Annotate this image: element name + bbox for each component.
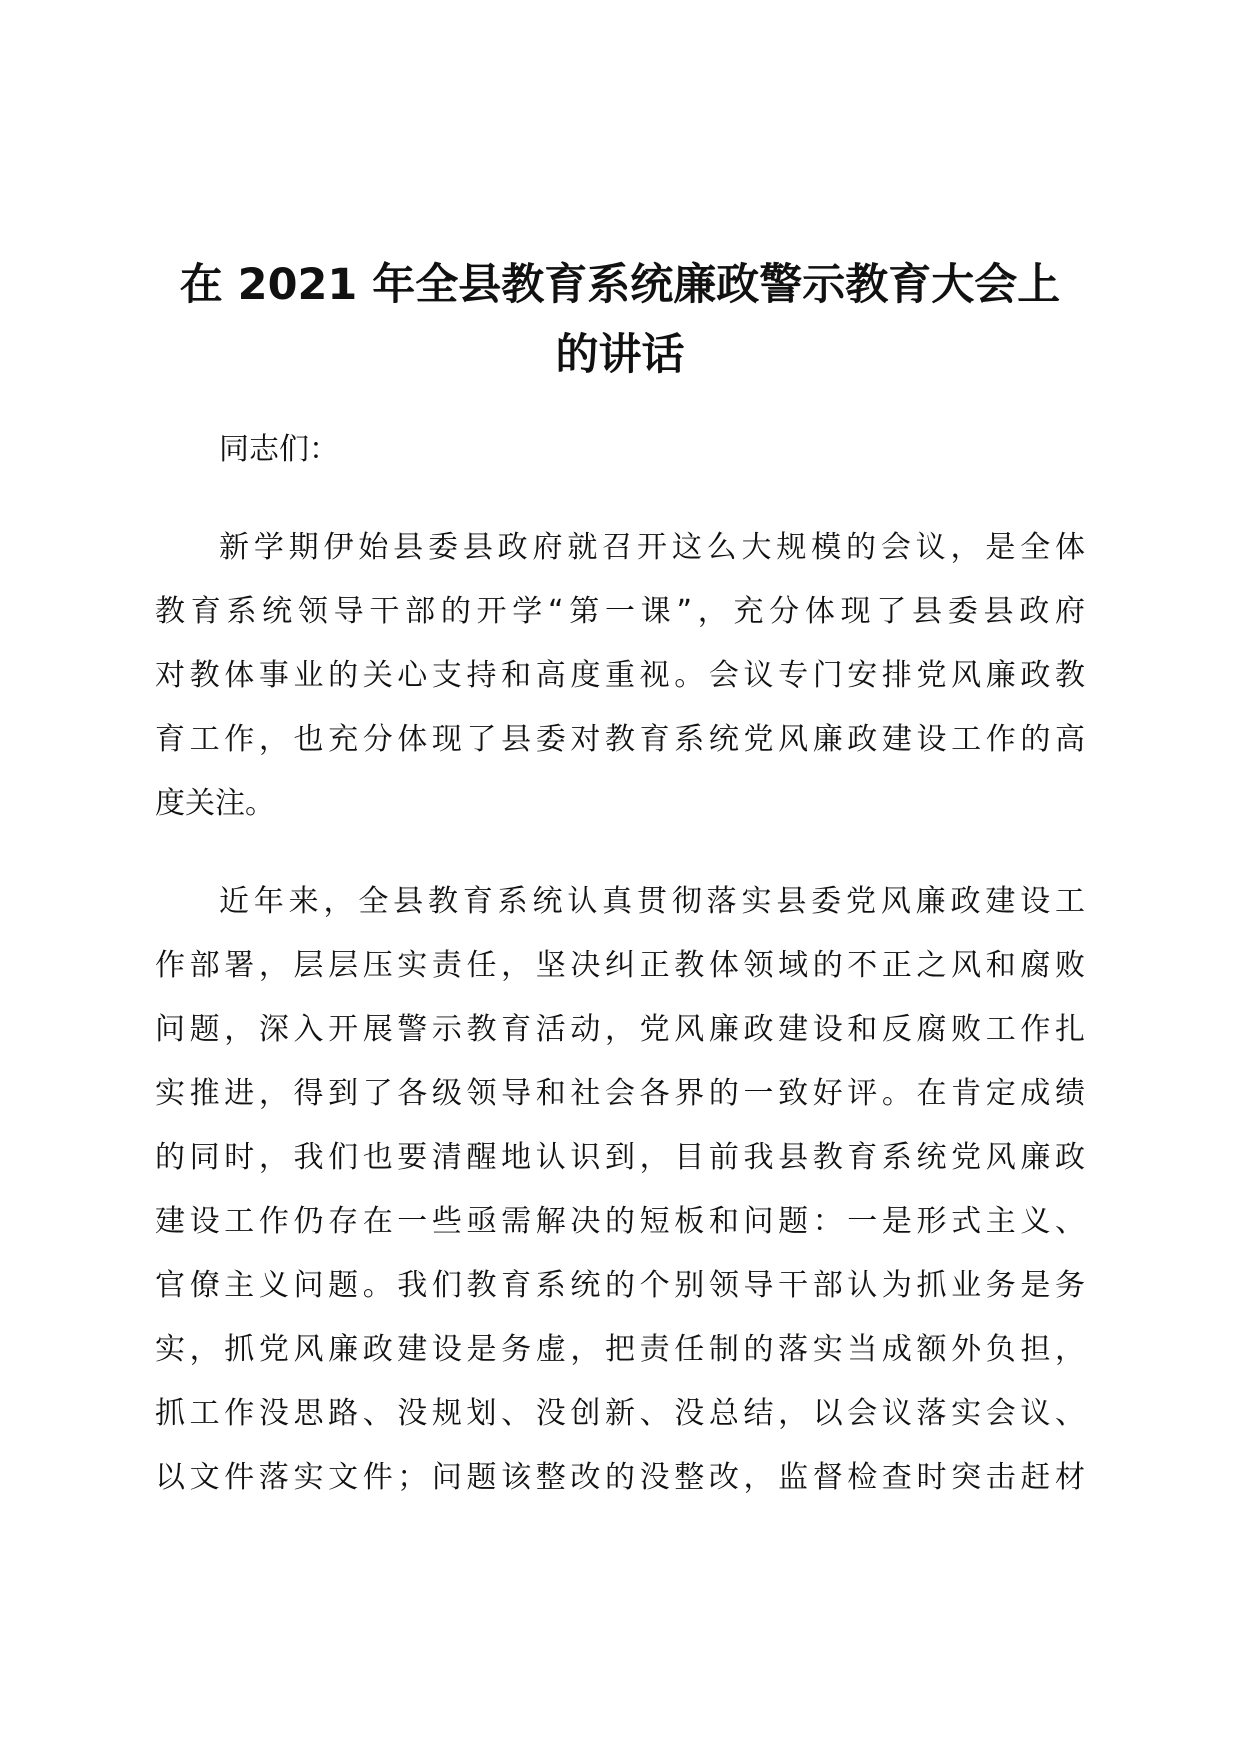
paragraph-spacer — [155, 482, 1085, 516]
paragraph-line: 教育系统领导干部的开学“第一课”，充分体现了县委县政府 — [155, 594, 1085, 629]
paragraph-line: 对教体事业的关心支持和高度重视。会议专门安排党风廉政教 — [155, 658, 1085, 693]
paragraph-1 — [155, 516, 1085, 836]
paragraph-line: 官僚主义问题。我们教育系统的个别领导干部认为抓业务是务 — [155, 1268, 1085, 1303]
paragraph-line: 实推进，得到了各级领导和社会各界的一致好评。在肯定成绩 — [155, 1076, 1085, 1111]
paragraph-line: 问题，深入开展警示教育活动，党风廉政建设和反腐败工作扎 — [155, 1012, 1085, 1047]
document-body — [155, 418, 1085, 1510]
paragraph-2 — [155, 870, 1085, 1510]
greeting: 同志们： — [219, 432, 339, 467]
paragraph-line: 新学期伊始县委县政府就召开这么大规模的会议，是全体 — [219, 530, 1085, 565]
paragraph-line: 作部署，层层压实责任，坚决纠正教体领域的不正之风和腐败 — [155, 948, 1085, 983]
paragraph-line: 建设工作仍存在一些亟需解决的短板和问题：一是形式主义、 — [155, 1204, 1085, 1239]
title-line-2: 的讲话 — [555, 330, 685, 380]
paragraph-line: 度关注。 — [155, 786, 275, 821]
title-line-1: 在 2021 年全县教育系统廉政警示教育大会上 — [179, 260, 1061, 310]
paragraph-line: 实，抓党风廉政建设是务虚，把责任制的落实当成额外负担， — [155, 1332, 1085, 1367]
paragraph-spacer — [155, 836, 1085, 870]
document-title — [150, 250, 1090, 390]
paragraph-line: 抓工作没思路、没规划、没创新、没总结，以会议落实会议、 — [155, 1396, 1085, 1431]
paragraph-line: 近年来，全县教育系统认真贯彻落实县委党风廉政建设工 — [219, 884, 1085, 919]
paragraph-line: 以文件落实文件；问题该整改的没整改，监督检查时突击赶材 — [155, 1460, 1085, 1495]
paragraph-line: 育工作，也充分体现了县委对教育系统党风廉政建设工作的高 — [155, 722, 1085, 757]
paragraph-line: 的同时，我们也要清醒地认识到，目前我县教育系统党风廉政 — [155, 1140, 1085, 1175]
